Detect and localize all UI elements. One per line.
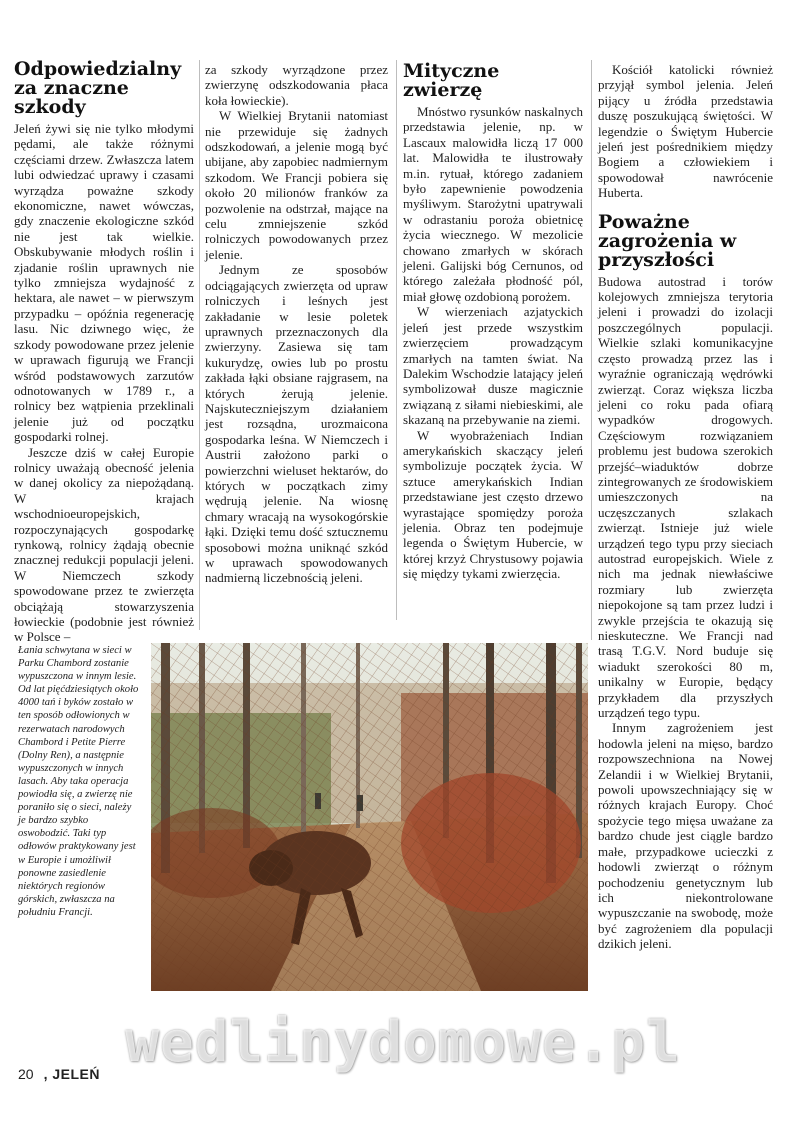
column-3 (403, 62, 583, 582)
paragraph: Jeleń żywi się nie tylko młodymi pędami, ale także różnymi częściami drzew. Zwłaszcza latem lubi odwiedzać uprawy i czasami wyrządza poważne szkody ekonomiczne, nawet wówczas, gdy znaczenie ekologiczne szkód nie jest tak wielkie. Obskubywanie młodych roślin i zjadanie roślin uprawnych nie tylko zmniejsza wydajność z hektara, ale nawet – w pierwszym przypadku – opóźnia regenerację lasu. Nic dziwnego więc, że szkody powodowane przez jelenie w uprawach figurują we Francji wśród podstawowych zarzutów odnotowanych w 1789 r., a rolnicy bez wątpienia przeklinali jelenie już od początku gospodarki rolnej. (14, 121, 194, 445)
deer-in-net-photo (151, 643, 588, 991)
paragraph: W wyobrażeniach Indian amerykańskich skaczący jeleń symbolizuje początek życia. W sztuce amerykańskich Indian przedstawiane jest często drzewo wyrastające spomiędzy poroża jelenia. Obraz ten podejmuje legenda o Świętym Hubercie, w której krzyż Chrystusowy pojawia się między tykami zwierzęcia. (403, 427, 583, 582)
watermark: wedlinydomowe.pl (125, 1010, 681, 1075)
heading-mityczne: Mityczne zwierzę (403, 60, 500, 101)
paragraph: Kościół katolicki również przyjął symbol jelenia. Jeleń pijący u źródła przedstawia duszę poszukującą świętości. W legendzie o Świętym Hubercie jeleń jest pośrednikiem między Bogiem a człowiekiem i spowodował nawrócenie Huberta. (598, 62, 773, 201)
column-divider (199, 60, 200, 630)
column-1 (14, 60, 194, 645)
heading-odpowiedzialny: Odpowiedzialny za znaczne szkody (14, 58, 182, 118)
magazine-title: , JELEŃ (43, 1066, 100, 1082)
paragraph: za szkody wyrządzone przez zwierzynę odszkodowania płaca koła łowieckie). (205, 62, 388, 108)
column-2 (205, 62, 388, 586)
paragraph: W wierzeniach azjatyckich jeleń jest przede wszystkim zwierzęciem prowadzącym zmarłych na tamten świat. Na Dalekim Wschodzie latający jeleń symbolizował dusze magicznie związaną z siłami niebieskimi, ale skazaną na przebywanie na ziemi. (403, 304, 583, 428)
column-divider (591, 60, 592, 640)
photo-caption: Łania schwytana w sieci w Parku Chambord zostanie wypuszczona w innym lesie. Od lat pięćdziesiątych około 4000 tań i byków zostało w ten sposób odłowionych w rezerwatach narodowych Chambord i Petite Pierre (Dolny Ren), a następnie wypuszczonych w innych lasach. Aby taka operacja powiodła się, a zwierzę nie poraniło się o sieci, należy je bardzo szybko oswobodzić. Taki typ odłowów praktykowany jest w Europie i umożliwił ponowne zasiedlenie niektórych regionów górskich, zwłaszcza na południu Francji. (18, 645, 139, 918)
column-4 (598, 62, 773, 952)
paragraph: Jeszcze dziś w całej Europie rolnicy uważają obecność jelenia w danej okolicy za niepożądaną. W krajach wschodnioeuropejskich, rozpoczynających gospodarkę rynkową, rolnicy żądają obecnie znacznej redukcji populacji jeleni. W Niemczech szkody spowodowane przez te zwierzęta obciążają stowarzyszenia łowieckie (podobnie jest również w Polsce – (14, 444, 194, 645)
column-divider (396, 60, 397, 620)
paragraph: Innym zagrożeniem jest hodowla jeleni na mięso, bardzo rozpowszechniona na Nowej Zelandii i w Wielkiej Brytanii, powoli upowszechniający się w różnych krajach Europy. Choć spożycie tego mięsa uważane za bardzo chude jest ciągle bardzo małe, przypadkowe ucieczki z hodowli zwierząt o różnym pochodzeniu genetycznym lub ich niekontrolowane wypuszczanie na swobodę, może być zagrożeniem dla populacji dzikich jeleni. (598, 720, 773, 952)
paragraph: Budowa autostrad i torów kolejowych zmniejsza terytoria jeleni i prowadzi do izolacji poszczególnych populacji. Wielkie szlaki komunikacyjne często prowadzą przez las i wyraźnie ograniczają wędrówki zwierząt. Coraz większa liczba jeleni co roku pada ofiarą wypadków drogowych. Częściowym rozwiązaniem problemu jest budowa szerokich przejść–wiaduktów dobrze zintegrowanych ze środowiskiem umieszczonych na uczęszczanych szlakach zwierząt. Istnieje już wiele urządzeń tego typu przy sieciach autostrad europejskich. Wiele z nich ma jednak niewłaściwe rozmiary lub zwierzęta niepokojone są tam przez ludzi i zwykle przejścia te okazują się nieskuteczne. We Francji nad trasą T.G.V. Nord buduje się wiadukt szerokości 80 m, unikalny w Europie, będący przykładem dla przyszłych urządzeń tego typu. (598, 273, 773, 721)
page-footer (18, 1066, 100, 1082)
page-number: 20 (18, 1066, 34, 1082)
paragraph: W Wielkiej Brytanii natomiast nie przewiduje się żadnych odszkodowań, a jelenie mogą być ubijane, aby zapobiec nadmiernym szkodom. We Francji pobiera się około 20 milionów franków za pozwolenie na odstrzał, mające na celu zmniejszenie szkód rolniczych powodowanych przez jelenie. (205, 108, 388, 262)
paragraph: Jednym ze sposobów odciągających zwierzęta od upraw rolniczych i leśnych jest zakładanie w lesie poletek uprawnych przeznaczonych dla zwierzyny. Zasiewa się tam kukurydzę, owies lub po prostu zakłada łąki obsiane rajgrasem, na których żerują jelenie. Najskuteczniejszym działaniem jest rozsądna, urozmaicona gospodarka leśna. W Niemczech i Austrii założono parki o powierzchni wieluset hektarów, do których w początkach zimy wędrują jelenie. Na wiosnę chmary wracają na wysokogórskie łąki. Dzięki temu dość sztucznemu sposobowi można uniknąć szkód w uprawach spowodowanych nadmierną liczebnością jeleni. (205, 262, 388, 586)
paragraph: Mnóstwo rysunków naskalnych przedstawia jelenie, np. w Lascaux malowidła liczą 17 000 lat. Malowidła te ilustrowały m.in. rytuał, którego zadaniem było zapewnienie powodzenia myśliwym. Starożytni upatrywali w odrastaniu poroża obietnicę życia wiecznego. W mezolicie chowano zmarłych w skórach jeleni. Galijski bóg Cernunos, od którego zależała płodność pól, miał głowę ozdobioną porożem. (403, 104, 583, 304)
heading-powazne-zagrozenia: Poważne zagrożenia w przyszłości (598, 210, 737, 271)
